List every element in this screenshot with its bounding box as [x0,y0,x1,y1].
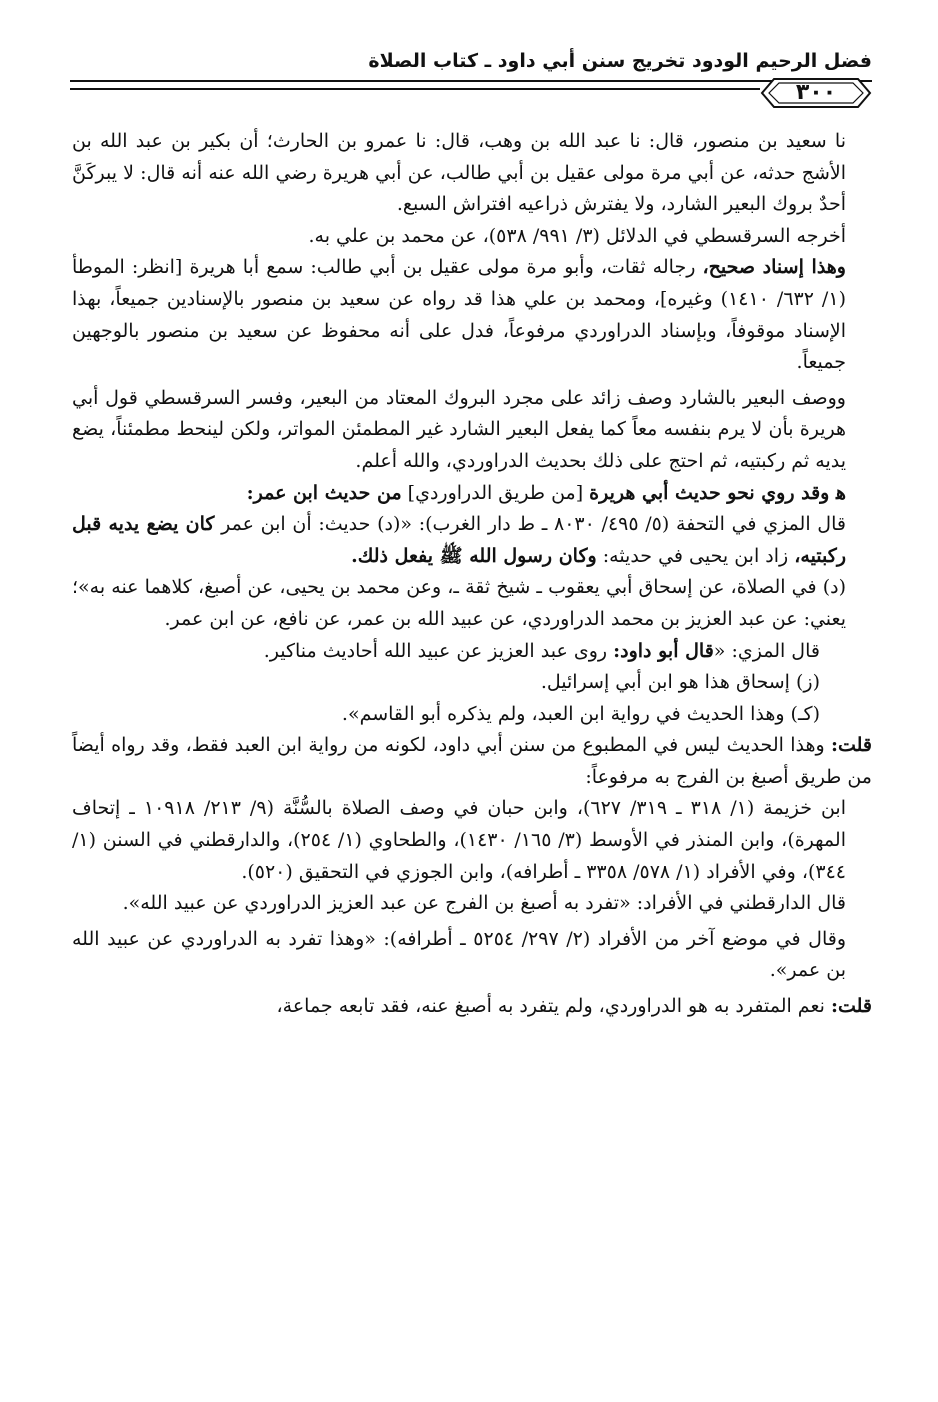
paragraph-text: [من طريق الدراوردي] [401,481,590,504]
bold-phrase: قلت: [830,734,873,757]
bold-phrase: وهذا إسناد صحيح، [702,256,846,279]
bold-phrase: كان يضع يديه قبل ركبتيه، [72,513,846,567]
paragraph-isnad [72,126,872,221]
running-title: فضل الرحيم الودود تخريج سنن أبي داود ـ كتاب الصلاة [368,50,872,72]
section-heading [72,478,872,510]
bold-phrase: قلت: [830,995,872,1018]
paragraph-daraqutni [72,888,872,920]
paragraph-text: قال المزي في التحفة (٥/ ٤٩٥/ ٨٠٣٠ ـ ط دار الغرب): «(د) حديث: أن ابن عمر [214,513,846,536]
page-number: ٣٠٠ [795,80,837,105]
page-header [70,46,872,116]
bold-phrase: من حديث ابن عمر: [246,481,402,504]
paragraph-references [72,793,872,888]
paragraph-note-z [72,667,872,699]
paragraph-text: ابن خزيمة (١/ ٣١٨ ـ ٣١٩/ ٦٢٧)، وابن حبان في وصف الصلاة بالسُّنَّة (٩/ ٢١٣/ ١٠٩١٨ ـ إتحاف المهرة)، وابن المنذر في الأوسط (٣/ ١٦٥/ ١٤٣٠)، والطحاوي (١/ ٢٥٤)، والدارقطني في السنن (١/ ٣٤٤)، وفي الأفراد (١/ ٥٧٨/ ٣٣٥٨ ـ أطرافه)، وابن الجوزي في التحقيق (٥٢٠). [72,797,846,883]
header-rule-secondary [70,88,760,90]
page-number-frame [760,76,872,110]
paragraph-text: نا سعيد بن منصور، قال: نا عبد الله بن وهب، قال: نا عمرو بن الحارث؛ أن بكير بن عبد الله بن الأشج حدثه، عن أبي مرة مولى عقيل بن أبي طالب، عن أبي هريرة رضي الله عنه أنه قال: لا يبركَنَّ أحدٌ بروك البعير الشارد، ولا يفترش ذراعيه افتراش السبع. [72,130,846,216]
paragraph-text: (ز) إسحاق هذا هو ابن أبي إسرائيل. [540,671,820,694]
paragraph-text: نعم المتفرد به هو الدراوردي، ولم يتفرد به أصبغ عنه، فقد تابعه جماعة، [276,995,831,1018]
paragraph-text: (د) في الصلاة، عن إسحاق أبي يعقوب ـ شيخ ثقة ـ، وعن محمد بن يحيى، عن أصبغ، كلاهما عنه به»؛ يعني: عن عبد العزيز بن محمد الدراوردي، عن عبيد الله بن عمر، عن نافع، عن ابن عمر. [72,576,846,630]
paragraph-text: زاد ابن يحيى في حديثه: [596,544,795,567]
bold-phrase: وكان رسول الله ﷺ يفعل ذلك. [351,544,597,567]
paragraph-text: (كـ) وهذا الحديث في رواية ابن العبد، ولم يذكره أبو القاسم». [341,702,820,725]
paragraph-text: قال الدارقطني في الأفراد: «تفرد به أصبغ بن الفرج عن عبد العزيز الدراوردي عن عبيد الله». [122,892,846,915]
paragraph-text: وقال في موضع آخر من الأفراد (٢/ ٢٩٧/ ٥٢٥٤ ـ أطرافه): «وهذا تفرد به الدراوردي عن عبيد الله بن عمر». [72,927,846,982]
paragraph-text: رجاله ثقات، وأبو مرة مولى عقيل بن أبي طالب: سمع أبا هريرة [انظر: الموطأ (١/ ٦٣٢/ ١٤١٠) وغيره]، ومحمد بن علي هذا قد رواه عن سعيد بن منصور بالإسنادين جميعاً، بهذا الإسناد موقوفاً، وبإسناد الدراوردي مرفوعاً، فدل على أنه محفوظ عن سعيد بن منصور بالوجهين جميعاً. [72,256,846,374]
paragraph-takhrij [72,221,872,253]
paragraph-mizzi-quote [72,636,872,668]
paragraph-qultu [72,730,872,793]
paragraph-abu-dawud-chain [72,572,872,635]
paragraph-explanation [72,383,872,478]
paragraph-daraqutni-2 [72,924,872,987]
bold-phrase: ﻫ وقد روي نحو حديث أبي هريرة [589,481,846,504]
paragraph-qultu-2 [72,991,872,1023]
paragraph-text: وهذا الحديث ليس في المطبوع من سنن أبي داود، لكونه من رواية ابن العبد فقط، وقد رواه أيضاً من طريق أصبغ بن الفرج به مرفوعاً: [72,734,872,788]
paragraph-text: ووصف البعير بالشارد وصف زائد على مجرد البروك المعتاد من البعير، وفسر السرقسطي قول أبي هريرة بأن لا يرم بنفسه معاً كما يفعل البعير الشارد غير المطمئن المواتر، ولكن لينحط مطمئناً، يضع يديه ثم ركبتيه، ثم احتج على ذلك بحديث الدراوردي، والله أعلم. [72,386,846,472]
header-rule [70,80,872,82]
paragraph-note-k [72,699,872,731]
paragraph-grading [72,252,872,378]
bold-phrase: قال أبو داود: [613,639,714,662]
paragraph-text: قال المزي: « [713,639,820,662]
paragraph-mizzi [72,509,872,572]
paragraph-text: أخرجه السرقسطي في الدلائل (٣/ ٩٩١/ ٥٣٨)، عن محمد بن علي به. [308,224,846,247]
paragraph-text: روى عبد العزيز عن عبيد الله أحاديث مناكير. [263,639,614,662]
page-body [72,126,872,1023]
